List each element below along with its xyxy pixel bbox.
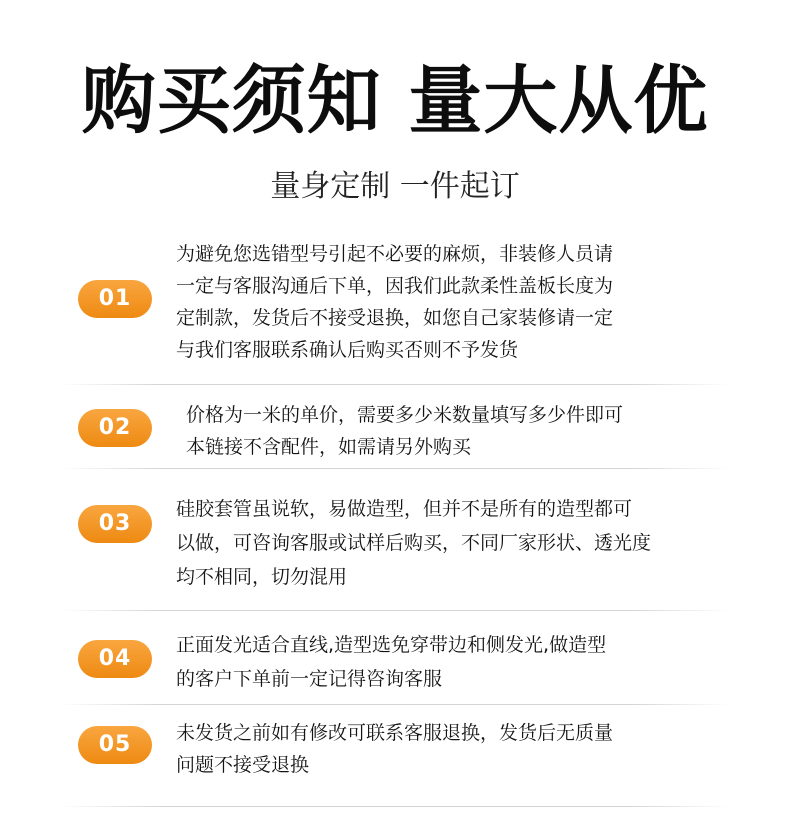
notice-text [186,399,623,463]
number-badge: 05 [78,726,152,764]
number-badge: 03 [78,505,152,543]
notice-line: 正面发光适合直线,造型选免穿带边和侧发光,做造型 [176,634,607,656]
notice-line: 价格为一米的单价，需要多少米数量填写多少件即可 [186,404,624,426]
page-title: 购买须知 量大从优 [81,58,709,144]
divider [60,704,730,705]
notice-line: 本链接不含配件，如需请另外购买 [186,436,472,458]
number-badge: 04 [78,640,152,678]
number-badge: 02 [78,409,152,447]
notice-text [176,628,606,696]
divider [60,468,730,469]
number-badge: 01 [78,280,152,318]
notice-line: 定制款，发货后不接受退换，如您自己家装修请一定 [176,307,614,329]
notice-line: 一定与客服沟通后下单，因我们此款柔性盖板长度为 [176,275,614,297]
notice-line: 以做，可咨询客服或试样后购买，不同厂家形状、透光度 [176,532,652,554]
divider [60,610,730,611]
notice-text [176,717,613,781]
divider [60,806,730,807]
notice-text [176,492,651,594]
notice-line: 为避免您选错型号引起不必要的麻烦，非装修人员请 [176,243,614,265]
notice-text [176,238,613,366]
page-subtitle: 量身定制 一件起订 [270,169,520,204]
notice-line: 硅胶套管虽说软，易做造型，但并不是所有的造型都可 [176,498,633,520]
notice-line: 的客户下单前一定记得咨询客服 [176,668,443,690]
notice-line: 均不相同，切勿混用 [176,566,348,588]
notice-line: 未发货之前如有修改可联系客服退换，发货后无质量 [176,722,614,744]
notice-line: 与我们客服联系确认后购买否则不予发货 [176,339,519,361]
notice-line: 问题不接受退换 [176,754,310,776]
divider [60,384,730,385]
